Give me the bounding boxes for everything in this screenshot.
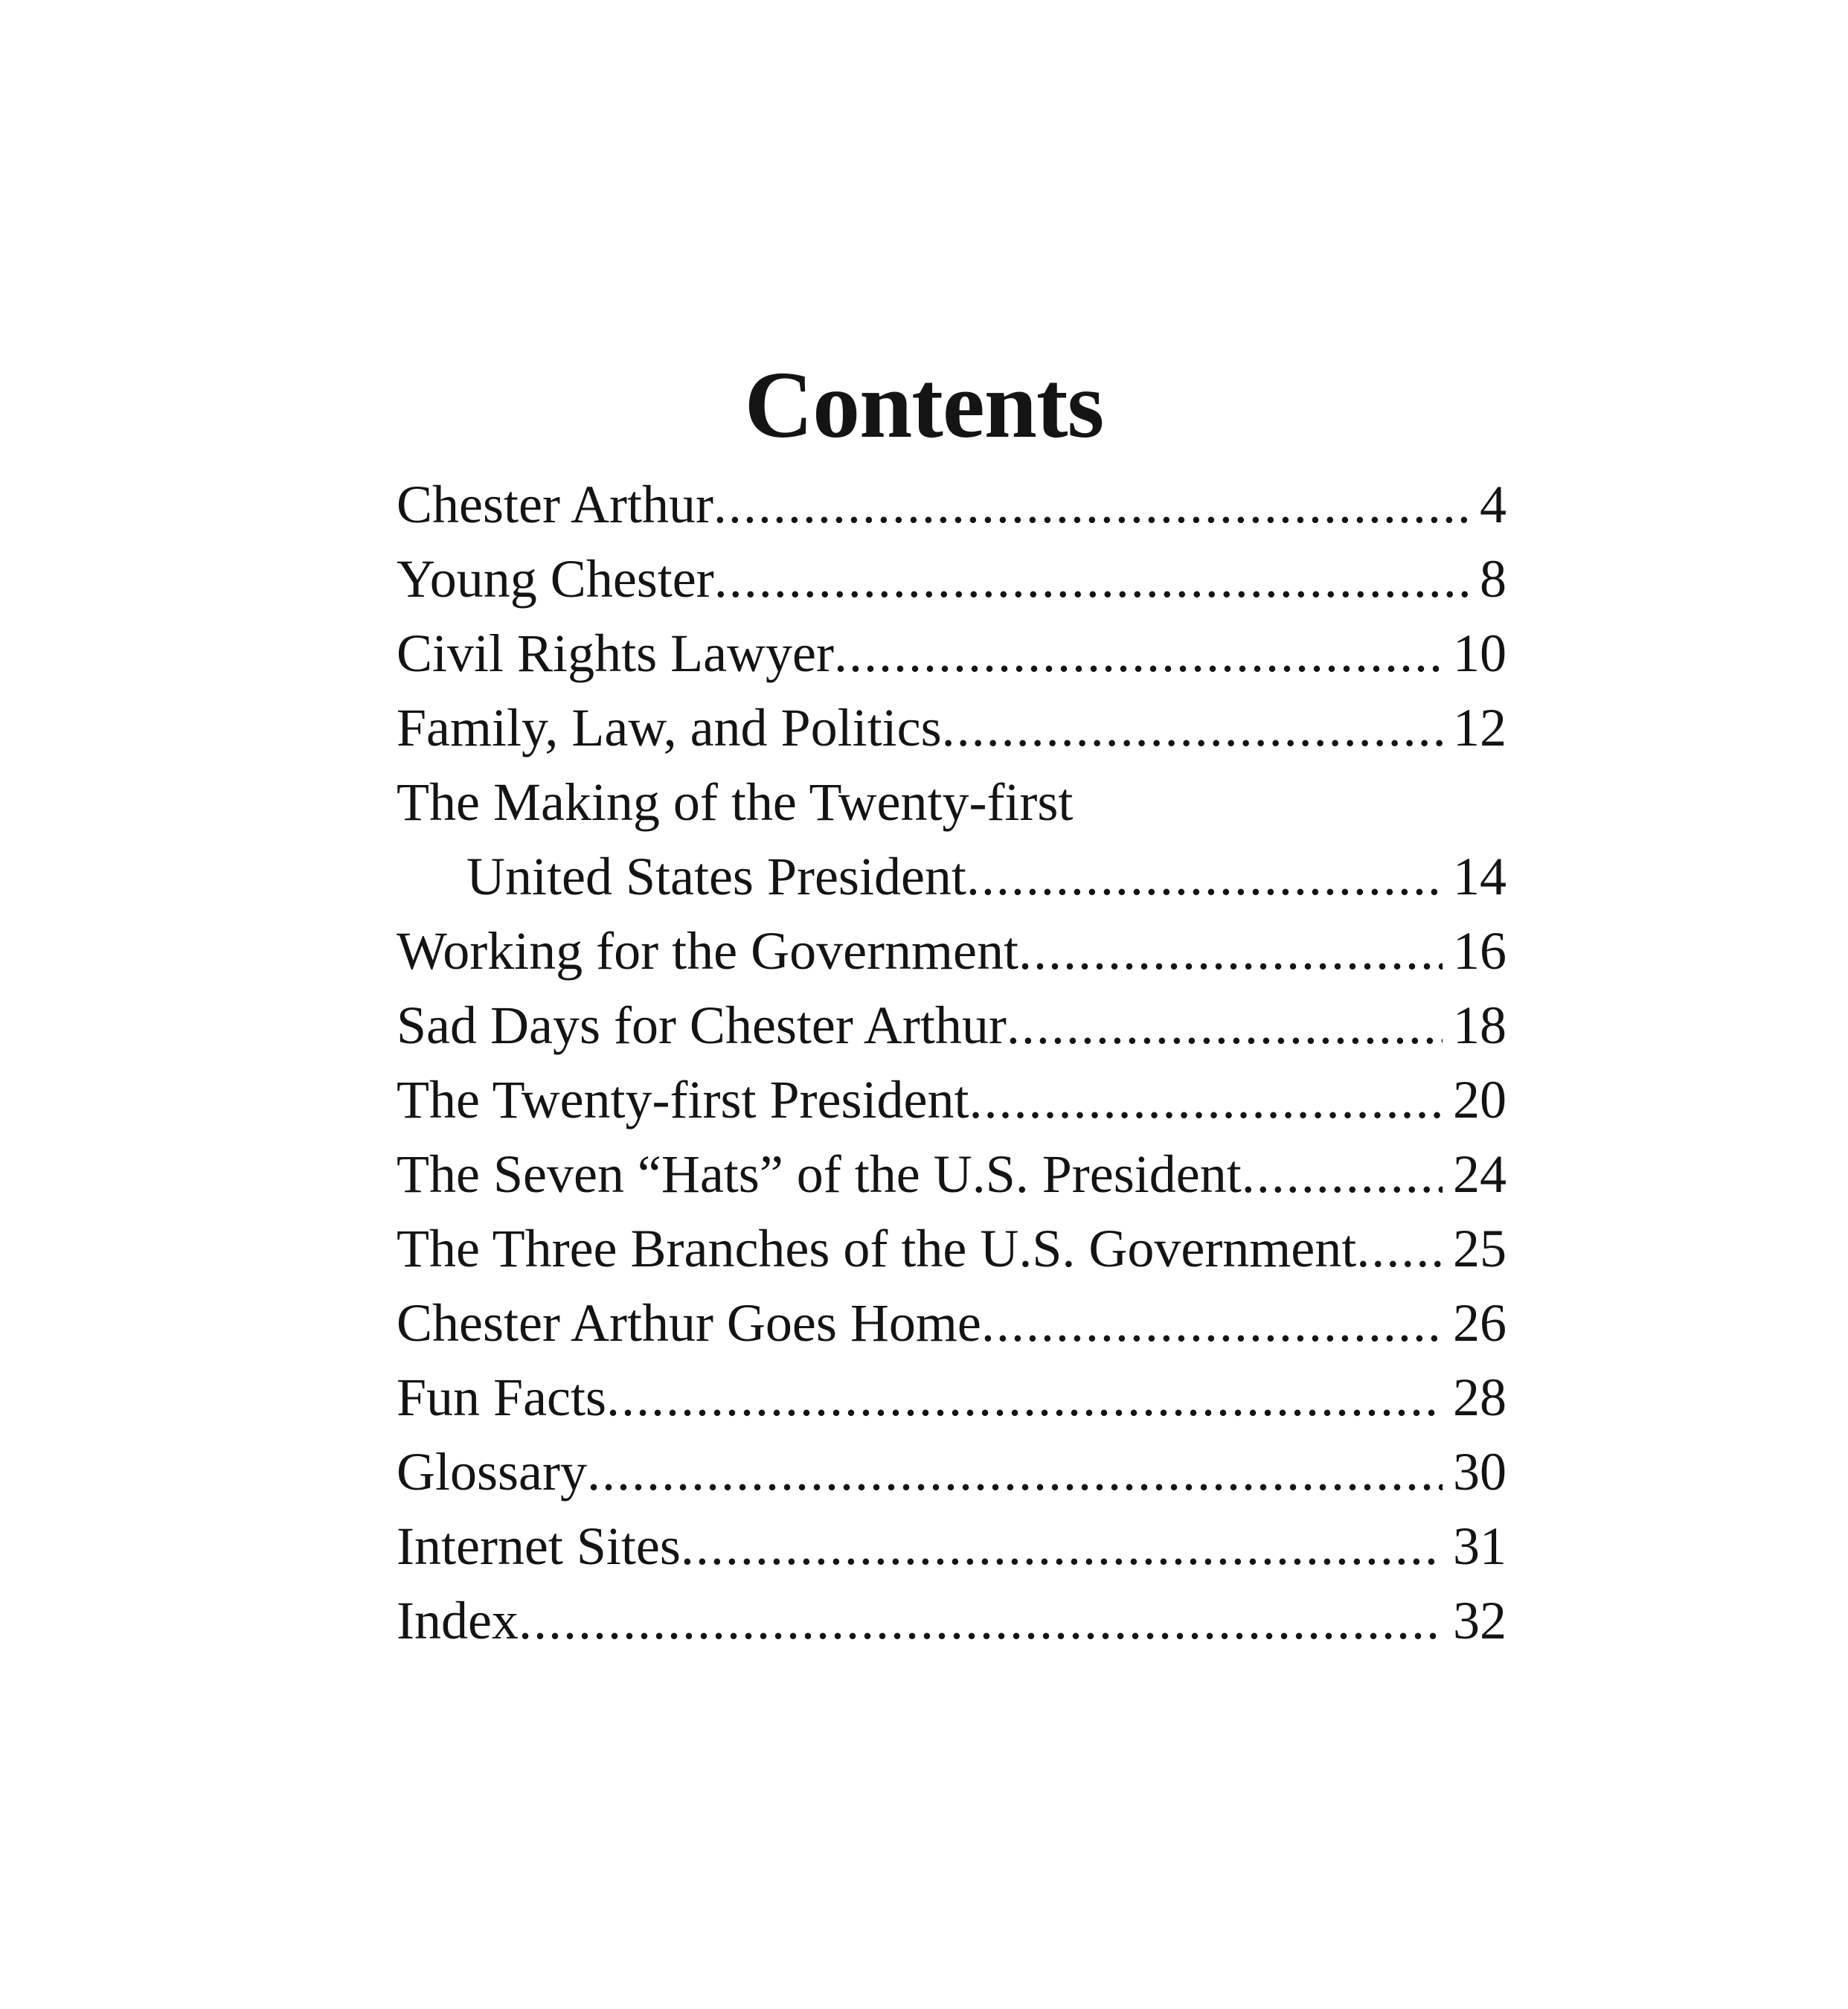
dot-leader (606, 1360, 1443, 1435)
dot-leader (681, 1509, 1443, 1583)
toc-entry-title: The Three Branches of the U.S. Government (397, 1219, 1357, 1278)
dot-leader (714, 542, 1469, 616)
toc-entry-page: 28 (1453, 1368, 1507, 1427)
toc-entry-title: Fun Facts (397, 1368, 607, 1427)
table-of-contents (397, 467, 1507, 1658)
toc-entry-page: 20 (1453, 1070, 1507, 1130)
toc-entry-page: 16 (1453, 921, 1507, 981)
dot-leader (981, 1286, 1443, 1360)
toc-entry-page: 12 (1453, 698, 1507, 757)
page-title: Contents (744, 351, 1104, 458)
dot-leader (1018, 914, 1443, 988)
toc-entry[interactable] (397, 1137, 1507, 1211)
toc-entry-title: Civil Rights Lawyer (397, 624, 834, 683)
toc-entry-page: 4 (1480, 475, 1507, 534)
toc-entry-title: Internet Sites (397, 1516, 681, 1576)
toc-entry-title: Family, Law, and Politics (397, 698, 942, 757)
dot-leader (834, 616, 1443, 691)
toc-entry-page: 18 (1453, 996, 1507, 1055)
dot-leader (519, 1583, 1443, 1658)
toc-entry-title: The Making of the Twenty-first (397, 772, 1074, 832)
toc-entry-page: 30 (1453, 1442, 1507, 1502)
toc-entry-title: Index (397, 1591, 519, 1650)
toc-entry[interactable] (397, 914, 1507, 988)
dot-leader (713, 467, 1469, 542)
toc-entry[interactable] (397, 467, 1507, 542)
dot-leader (942, 691, 1443, 765)
dot-leader (1356, 1211, 1443, 1286)
toc-entry-page: 14 (1453, 847, 1507, 906)
toc-entry-page: 31 (1453, 1516, 1507, 1576)
toc-entry[interactable] (397, 1509, 1507, 1583)
toc-entry[interactable] (397, 1435, 1507, 1509)
toc-entry[interactable] (397, 1583, 1507, 1658)
toc-entry[interactable] (397, 1063, 1507, 1137)
toc-entry-title: Working for the Government (397, 921, 1018, 981)
toc-entry-page: 8 (1480, 549, 1507, 609)
toc-entry-page: 24 (1453, 1144, 1507, 1204)
toc-entry[interactable] (397, 988, 1507, 1063)
toc-entry-page: 32 (1453, 1591, 1507, 1650)
toc-entry[interactable] (397, 1360, 1507, 1435)
toc-entry-title: United States President (466, 847, 966, 906)
toc-entry-title: Chester Arthur Goes Home (397, 1293, 981, 1353)
toc-entry[interactable] (397, 1211, 1507, 1286)
dot-leader (1242, 1137, 1443, 1211)
toc-entry[interactable] (397, 616, 1507, 691)
toc-entry-title: Glossary (397, 1442, 587, 1502)
toc-entry-page: 10 (1453, 624, 1507, 683)
toc-entry-page: 26 (1453, 1293, 1507, 1353)
toc-entry-title: Young Chester (397, 549, 714, 609)
dot-leader (1007, 988, 1443, 1063)
toc-entry-continued[interactable] (397, 765, 1507, 839)
toc-entry[interactable] (397, 839, 1507, 914)
dot-leader (969, 1063, 1443, 1137)
toc-entry[interactable] (397, 691, 1507, 765)
toc-entry-page: 25 (1453, 1219, 1507, 1278)
toc-entry[interactable] (397, 542, 1507, 616)
toc-entry-title: Chester Arthur (397, 475, 713, 534)
dot-leader (587, 1435, 1443, 1509)
toc-entry-title: The Seven “Hats” of the U.S. President (397, 1144, 1242, 1204)
dot-leader (966, 839, 1443, 914)
toc-entry-title: Sad Days for Chester Arthur (397, 996, 1007, 1055)
toc-entry[interactable] (397, 1286, 1507, 1360)
toc-entry-title: The Twenty-first President (397, 1070, 969, 1130)
